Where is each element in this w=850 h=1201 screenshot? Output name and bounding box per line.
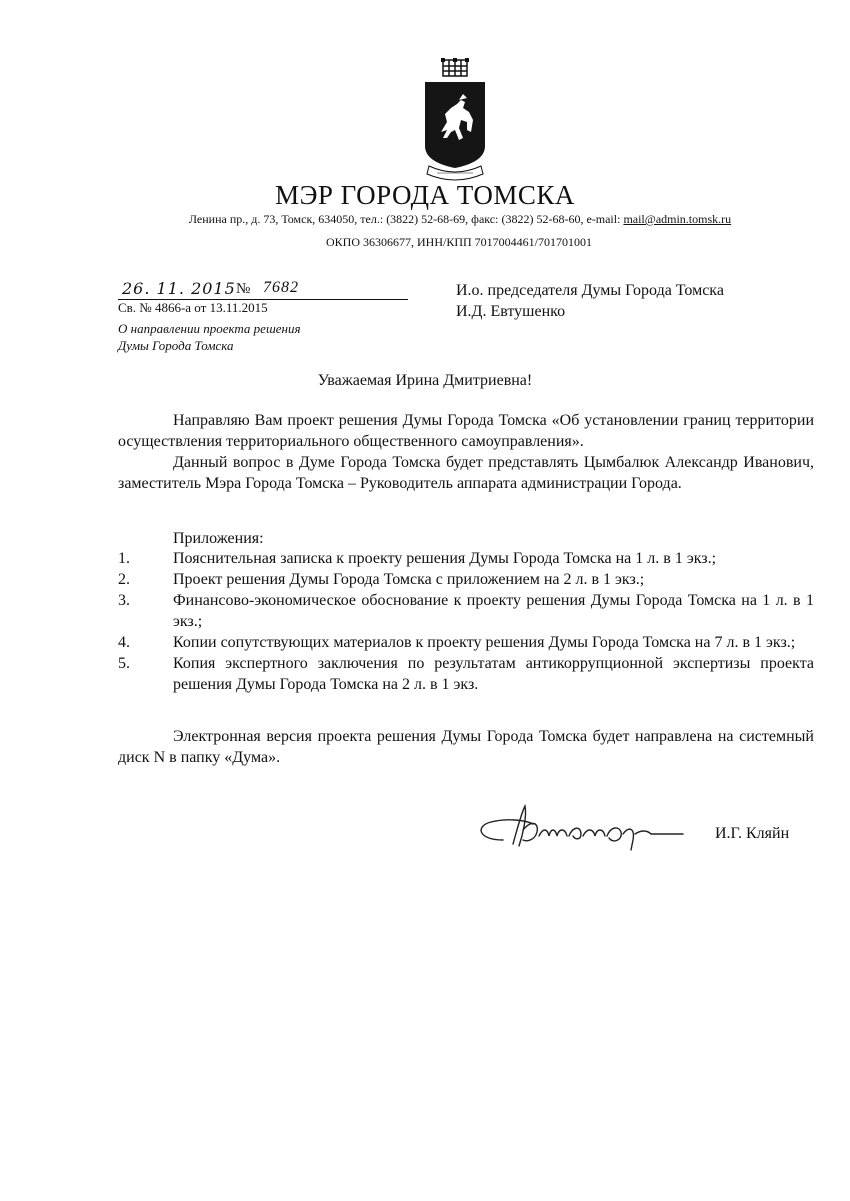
subject-line-1: О направлении проекта решения bbox=[118, 321, 301, 336]
attachment-text: Копии сопутствующих материалов к проекту решения Думы Города Томска на 7 л. в 1 экз.; bbox=[173, 634, 796, 651]
addressee-name: И.Д. Евтушенко bbox=[456, 303, 566, 320]
subject-line-2: Думы Города Томска bbox=[118, 338, 234, 353]
attachment-item bbox=[118, 632, 814, 653]
attachment-item bbox=[118, 569, 814, 590]
attachment-item bbox=[118, 548, 814, 569]
handwritten-signature bbox=[473, 800, 703, 860]
addressee-block bbox=[456, 280, 724, 322]
reference-number: Св. № 4866-а от 13.11.2015 bbox=[118, 300, 268, 315]
attachments-list bbox=[118, 548, 814, 695]
paragraph-2 bbox=[118, 452, 814, 494]
attachment-number: 5. bbox=[118, 655, 130, 672]
attachment-number: 1. bbox=[118, 550, 130, 567]
attachment-number: 4. bbox=[118, 634, 130, 651]
salutation: Уважаемая Ирина Дмитриевна! bbox=[317, 372, 533, 389]
attachment-item bbox=[118, 653, 814, 695]
registration-codes: ОКПО 36306677, ИНН/КПП 7017004461/701701001 bbox=[325, 235, 592, 249]
tomsk-coat-of-arms-emblem bbox=[415, 58, 495, 186]
address-text: Ленина пр., д. 73, Томск, 634050, тел.: (3822) 52-68-69, факс: (3822) 52-68-60, e-mail: bbox=[188, 212, 624, 226]
attachment-text: Пояснительная записка к проекту решения Думы Города Томска на 1 л. в 1 экз.; bbox=[173, 550, 717, 567]
letter-number: 7682 bbox=[263, 279, 299, 296]
attachment-number: 2. bbox=[118, 571, 130, 588]
paragraph-1-text: Направляю Вам проект решения Думы Города Томска «Об установлении границ территории осуществления территориального общественного самоуправления». bbox=[118, 412, 814, 450]
paragraph-2-text: Данный вопрос в Думе Города Томска будет представлять Цымбалюк Александр Иванович, заместитель Мэра Города Томска – Руководитель аппарата администрации Города. bbox=[118, 454, 814, 492]
registration-line bbox=[118, 281, 408, 300]
electronic-version-note bbox=[118, 726, 814, 768]
attachment-text: Проект решения Думы Города Томска с приложением на 2 л. в 1 экз.; bbox=[173, 571, 645, 588]
electronic-version-text: Электронная версия проекта решения Думы Города Томска будет направлена на системный диск N в папку «Дума». bbox=[118, 728, 814, 766]
contact-address bbox=[0, 212, 850, 227]
attachment-item bbox=[118, 590, 814, 632]
paragraph-1 bbox=[118, 410, 814, 452]
addressee-position: И.о. председателя Думы Города Томска bbox=[456, 282, 724, 299]
letter-date: 26. 11. 2015 bbox=[122, 279, 236, 298]
number-label: № bbox=[236, 281, 251, 297]
attachment-text: Копия экспертного заключения по результатам антикоррупционной экспертизы проекта решения Думы Города Томска на 2 л. в 1 экз. bbox=[173, 655, 814, 693]
signer-name: И.Г. Кляйн bbox=[715, 825, 790, 842]
attachments-title: Приложения: bbox=[173, 530, 264, 547]
email-link[interactable]: mail@admin.tomsk.ru bbox=[623, 212, 732, 226]
letter-subject bbox=[118, 320, 378, 354]
organization-title: МЭР ГОРОДА ТОМСКА bbox=[275, 180, 575, 210]
attachment-number: 3. bbox=[118, 592, 130, 609]
attachment-text: Финансово-экономическое обоснование к проекту решения Думы Города Томска на 1 л. в 1 экз.; bbox=[173, 592, 814, 630]
